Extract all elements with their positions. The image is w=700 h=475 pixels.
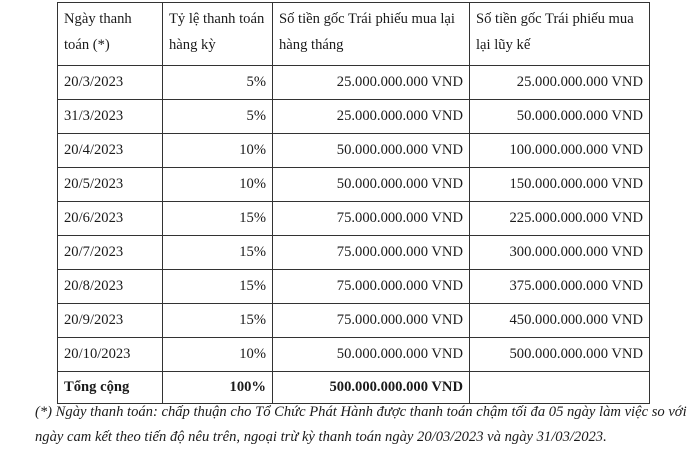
- cumulative-principal-cell: 300.000.000.000 VND: [470, 236, 650, 270]
- payment-date-cell: 20/4/2023: [58, 134, 163, 168]
- monthly-principal-cell: 75.000.000.000 VND: [273, 202, 470, 236]
- footnote: [35, 400, 695, 450]
- table-row: [58, 236, 650, 270]
- table-row: [58, 304, 650, 338]
- cumulative-principal-cell: 450.000.000.000 VND: [470, 304, 650, 338]
- payment-date-cell: 20/9/2023: [58, 304, 163, 338]
- monthly-principal-cell: 50.000.000.000 VND: [273, 168, 470, 202]
- cumulative-principal-cell: 150.000.000.000 VND: [470, 168, 650, 202]
- table-row: [58, 100, 650, 134]
- payment-date-cell: 20/6/2023: [58, 202, 163, 236]
- rate-cell: 15%: [163, 236, 273, 270]
- table-row: [58, 66, 650, 100]
- rate-cell: 15%: [163, 304, 273, 338]
- payment-date-cell: 20/7/2023: [58, 236, 163, 270]
- rate-cell: 10%: [163, 338, 273, 372]
- payment-date-cell: 20/10/2023: [58, 338, 163, 372]
- total-label: Tổng cộng: [58, 372, 163, 404]
- payment-date-cell: 20/3/2023: [58, 66, 163, 100]
- total-monthly-principal: 500.000.000.000 VND: [273, 372, 470, 404]
- table-row: [58, 270, 650, 304]
- header-periodic-rate: Tỷ lệ thanh toán hàng kỳ: [163, 3, 273, 66]
- rate-cell: 10%: [163, 134, 273, 168]
- payment-date-cell: 20/5/2023: [58, 168, 163, 202]
- payment-date-cell: 20/8/2023: [58, 270, 163, 304]
- total-rate: 100%: [163, 372, 273, 404]
- table-row: [58, 168, 650, 202]
- cumulative-principal-cell: 225.000.000.000 VND: [470, 202, 650, 236]
- header-cumulative-principal: Số tiền gốc Trái phiếu mua lại lũy kế: [470, 3, 650, 66]
- monthly-principal-cell: 50.000.000.000 VND: [273, 134, 470, 168]
- bond-repurchase-table: [57, 2, 650, 404]
- table-row: [58, 134, 650, 168]
- header-row: [58, 3, 650, 66]
- header-monthly-principal: Số tiền gốc Trái phiếu mua lại hàng tháng: [273, 3, 470, 66]
- monthly-principal-cell: 25.000.000.000 VND: [273, 66, 470, 100]
- header-payment-date: Ngày thanh toán (*): [58, 3, 163, 66]
- cumulative-principal-cell: 500.000.000.000 VND: [470, 338, 650, 372]
- cumulative-principal-cell: 50.000.000.000 VND: [470, 100, 650, 134]
- monthly-principal-cell: 75.000.000.000 VND: [273, 304, 470, 338]
- footnote-text: (*) Ngày thanh toán: chấp thuận cho Tổ Chức Phát Hành được thanh toán chậm tối đa 05 ngày làm việc so với ngày cam kết theo tiến độ nêu trên, ngoại trừ kỳ thanh toán ngày 20/03/2023 và ngày 31/03/2023.: [35, 404, 687, 445]
- monthly-principal-cell: 50.000.000.000 VND: [273, 338, 470, 372]
- table-row: [58, 338, 650, 372]
- monthly-principal-cell: 75.000.000.000 VND: [273, 270, 470, 304]
- rate-cell: 5%: [163, 100, 273, 134]
- cumulative-principal-cell: 25.000.000.000 VND: [470, 66, 650, 100]
- rate-cell: 15%: [163, 202, 273, 236]
- total-cumulative-principal: [470, 372, 650, 404]
- total-row: [58, 372, 650, 404]
- table-row: [58, 202, 650, 236]
- monthly-principal-cell: 75.000.000.000 VND: [273, 236, 470, 270]
- cumulative-principal-cell: 375.000.000.000 VND: [470, 270, 650, 304]
- cumulative-principal-cell: 100.000.000.000 VND: [470, 134, 650, 168]
- monthly-principal-cell: 25.000.000.000 VND: [273, 100, 470, 134]
- rate-cell: 10%: [163, 168, 273, 202]
- rate-cell: 5%: [163, 66, 273, 100]
- rate-cell: 15%: [163, 270, 273, 304]
- payment-date-cell: 31/3/2023: [58, 100, 163, 134]
